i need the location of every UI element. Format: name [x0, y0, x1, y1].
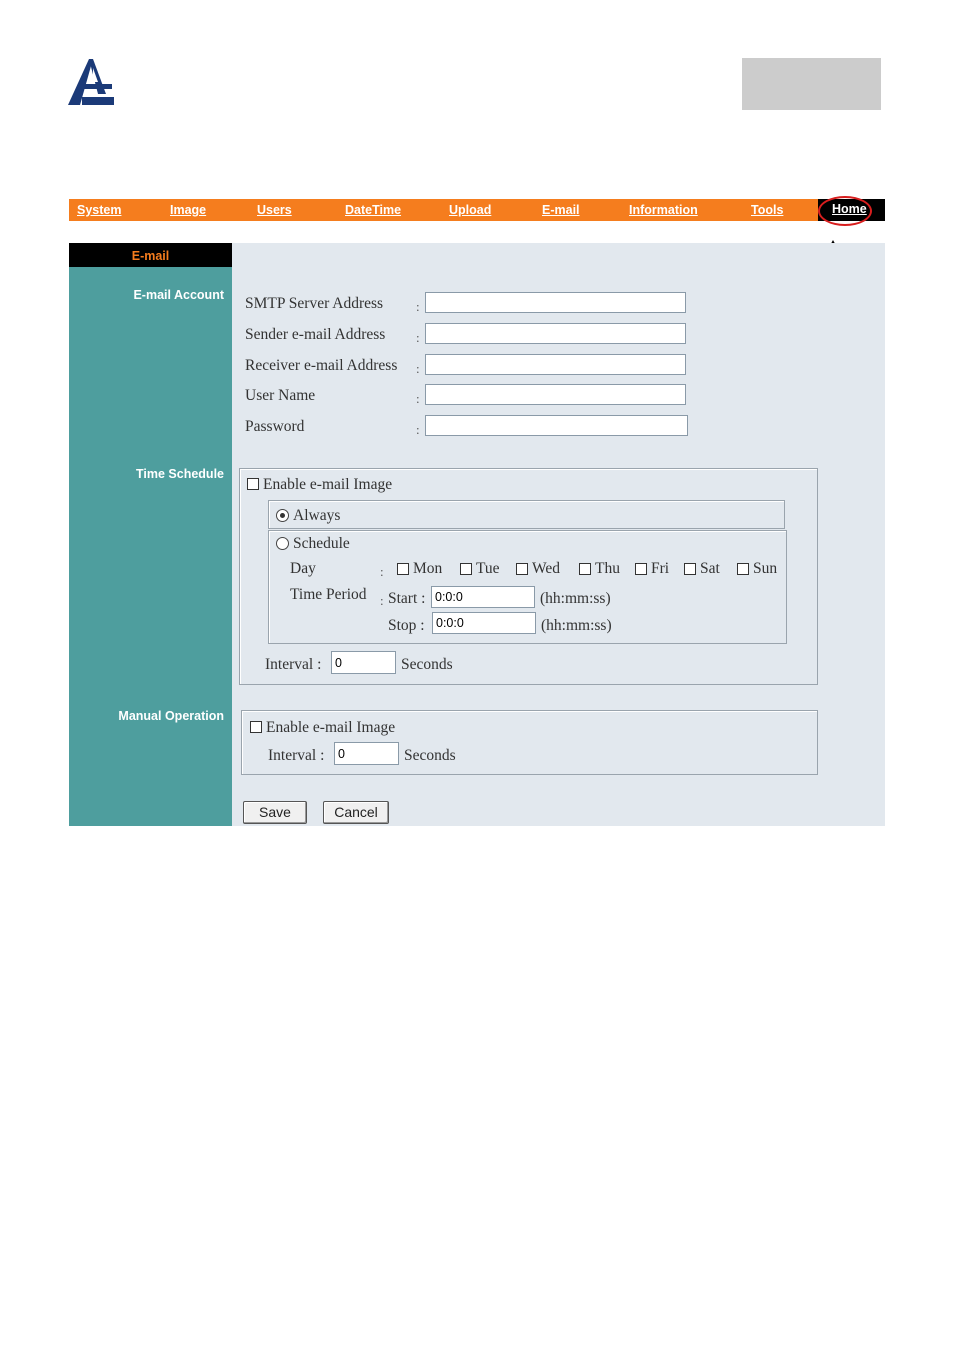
day-wed-label: Wed	[532, 560, 561, 577]
schedule-interval-label: Interval :	[265, 656, 322, 673]
start-time-format: (hh:mm:ss)	[540, 590, 611, 607]
manual-enable-email-image-checkbox[interactable]	[250, 721, 262, 733]
nav-tools[interactable]: Tools	[751, 203, 784, 217]
day-wed-checkbox[interactable]	[516, 563, 528, 575]
section-label-manual-operation: Manual Operation	[118, 709, 224, 723]
sender-email-input[interactable]	[425, 323, 686, 344]
nav-datetime[interactable]: DateTime	[345, 203, 402, 217]
day-mon-checkbox[interactable]	[397, 563, 409, 575]
day-thu-checkbox[interactable]	[579, 563, 591, 575]
save-button[interactable]: Save	[243, 801, 307, 824]
password-label: Password	[245, 418, 305, 435]
day-tue-label: Tue	[476, 560, 500, 577]
stop-time-input[interactable]	[432, 612, 536, 634]
always-label: Always	[293, 507, 341, 524]
day-fri-label: Fri	[651, 560, 670, 577]
stop-label: Stop :	[388, 617, 425, 634]
schedule-interval-unit: Seconds	[401, 656, 453, 673]
start-label: Start :	[388, 590, 426, 607]
colon: :	[416, 330, 420, 345]
day-mon-label: Mon	[413, 560, 443, 577]
nav-image[interactable]: Image	[170, 203, 207, 217]
colon: :	[380, 564, 384, 579]
section-label-time-schedule: Time Schedule	[136, 467, 224, 481]
colon: :	[380, 593, 384, 608]
stop-time-format: (hh:mm:ss)	[541, 617, 612, 634]
day-thu-label: Thu	[595, 560, 620, 577]
schedule-label: Schedule	[293, 535, 350, 552]
smtp-server-label: SMTP Server Address	[245, 295, 384, 312]
time-period-label: Time Period	[290, 586, 367, 603]
cancel-button[interactable]: Cancel	[323, 801, 389, 824]
password-input[interactable]	[425, 415, 688, 436]
smtp-server-input[interactable]	[425, 292, 686, 313]
section-label-email-account: E-mail Account	[133, 288, 224, 302]
manual-enable-email-image-label: Enable e-mail Image	[266, 719, 396, 736]
nav-email[interactable]: E-mail	[542, 203, 580, 217]
nav-home[interactable]: Home	[832, 202, 867, 216]
sender-email-label: Sender e-mail Address	[245, 326, 386, 343]
colon: :	[416, 299, 420, 314]
day-label: Day	[290, 560, 316, 577]
enable-email-image-label: Enable e-mail Image	[263, 476, 393, 493]
day-fri-checkbox[interactable]	[635, 563, 647, 575]
nav-information[interactable]: Information	[629, 203, 698, 217]
day-sun-checkbox[interactable]	[737, 563, 749, 575]
day-sat-label: Sat	[700, 560, 720, 577]
day-sat-checkbox[interactable]	[684, 563, 696, 575]
user-name-input[interactable]	[425, 384, 686, 405]
enable-email-image-checkbox[interactable]	[247, 478, 259, 490]
receiver-email-input[interactable]	[425, 354, 686, 375]
manual-interval-input[interactable]	[334, 742, 399, 765]
home-highlight-circle	[818, 196, 872, 226]
user-name-label: User Name	[245, 387, 316, 404]
day-sun-label: Sun	[753, 560, 778, 577]
nav-upload[interactable]: Upload	[449, 203, 492, 217]
header-placeholder-box	[742, 58, 881, 110]
sidebar-title: E-mail	[69, 243, 232, 267]
colon: :	[416, 391, 420, 406]
schedule-radio[interactable]	[276, 537, 289, 550]
always-radio[interactable]	[276, 509, 289, 522]
company-logo-icon	[68, 58, 114, 106]
manual-interval-unit: Seconds	[404, 747, 456, 764]
colon: :	[416, 361, 420, 376]
colon: :	[416, 422, 420, 437]
nav-users[interactable]: Users	[257, 203, 292, 217]
nav-system[interactable]: System	[77, 203, 122, 217]
receiver-email-label: Receiver e-mail Address	[245, 357, 398, 374]
schedule-interval-input[interactable]	[331, 651, 396, 674]
manual-interval-label: Interval :	[268, 747, 325, 764]
sidebar	[69, 243, 232, 826]
start-time-input[interactable]	[431, 586, 535, 608]
day-tue-checkbox[interactable]	[460, 563, 472, 575]
always-group	[268, 500, 785, 529]
top-nav-bar	[69, 199, 885, 221]
